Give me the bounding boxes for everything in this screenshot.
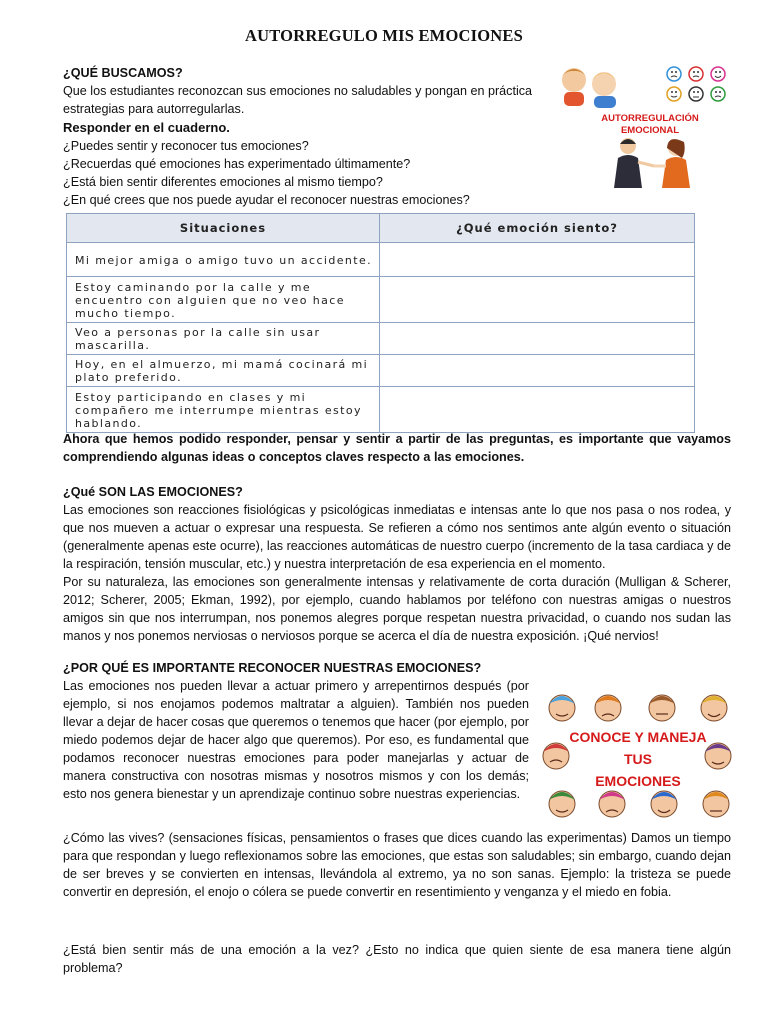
section2-paragraph: ¿Cómo las vives? (sensaciones físicas, pensamientos o frases que dices cuando las experimentas) Damos un tiempo para que respondan y luego reflexionamos sobre las emociones, que estas son saludables; sin embargo, cuando dejan de ser breves y se convierten en intensas, llevándola al extremo, ya no son sanas. Ejemplo: la tristeza se puede convertir en depresión, el enojo o cólera se puede convertir en resentimiento y venganza y el miedo en fobia. [63,831,731,899]
emotion-answer-cell[interactable] [380,243,695,277]
emotion-answer-cell[interactable] [380,323,695,355]
section1-heading: ¿Qué SON LAS EMOCIONES? [63,485,243,499]
intro-purpose: Que los estudiantes reconozcan sus emociones no saludables y pongan en práctica estrategias para autorregularlas. [63,84,533,116]
table-row [67,277,695,323]
table-row [67,243,695,277]
intro-section [63,64,548,209]
poster-text-line2: TUS [624,751,652,767]
table-header-row [67,214,695,243]
emotions-poster-image [540,686,736,826]
section2-paragraph: ¿Está bien sentir más de una emoción a la vez? ¿Esto no indica que quien siente de esa manera tiene algún problema? [63,943,731,975]
section2-paragraph: Las emociones nos pueden llevar a actuar primero y arrepentirnos después (por ejemplo, si nos enojamos podemos maltratar a alguien). También nos pueden llevar a dejar de hacer cosas que queremos o tenemos que hacer (por ejemplo, por miedo podemos dejar de hacer algo que queremos). Por eso, es fundamental que podamos reconocer nuestras emociones para poder manejarlas y actuar de manera constructiva con nosotras mismas y nosotros mismos y con los demás; esto nos genera bienestar y un aprendizaje continuo sobre nuestras experiencias. [63,679,529,801]
table-row [67,387,695,433]
emotion-answer-cell[interactable] [380,277,695,323]
situation-cell: Hoy, en el almuerzo, mi mamá cocinará mi plato preferido. [67,355,380,387]
emoji-faces-grid [667,67,725,101]
section2-heading: ¿POR QUÉ ES IMPORTANTE RECONOCER NUESTRAS EMOCIONES? [63,661,482,675]
emotion-answer-cell[interactable] [380,355,695,387]
intro-question: ¿Recuerdas qué emociones has experimentado últimamente? [63,157,411,171]
after-table-paragraph: Ahora que hemos podido responder, pensar y sentir a partir de las preguntas, es importante que vayamos comprendiendo algunas ideas o conceptos claves respecto a las emociones. [63,432,731,464]
intro-heading: ¿QUÉ BUSCAMOS? [63,66,183,80]
situation-cell: Estoy participando en clases y mi compañero me interrumpe mientras estoy hablando. [67,387,380,433]
adults-talking-image [614,138,690,188]
situation-cell: Mi mejor amiga o amigo tuvo un accidente. [67,243,380,277]
emotion-answer-cell[interactable] [380,387,695,433]
section1-paragraph: Las emociones son reacciones fisiológicas y psicológicas inmediatas e intensas ante lo que nos pasa o nos rodea, y que nos mueven a actuar o expresar una respuesta. Se refieren a cómo nos sentimos ante algún evento o situación (generalmente apenas este ocurre), las reacciones automáticas de nuestro cuerpo (incremento de la tasa cardiaca y de la respiración, tensión muscular, etc.) y nuestra interpretación de esa experiencia en el momento. [63,503,731,571]
situations-table [66,213,695,433]
situation-cell: Estoy caminando por la calle y me encuentro con alguien que no veo hace mucho tiempo. [67,277,380,323]
intro-question: ¿En qué crees que nos puede ayudar el reconocer nuestras emociones? [63,193,470,207]
page-title: AUTORREGULO MIS EMOCIONES [245,26,523,45]
kids-image [562,68,616,108]
table-header-emotion: ¿Qué emoción siento? [380,214,695,243]
poster-text-line1: CONOCE Y MANEJA [569,729,707,745]
section-what-are-emotions [63,483,731,645]
illustration-label-line1: AUTORREGULACIÓN [601,113,699,124]
intro-question: ¿Está bien sentir diferentes emociones al mismo tiempo? [63,175,383,189]
intro-instruction: Responder en el cuaderno. [63,120,230,135]
self-regulation-illustration [556,62,734,190]
table-row [67,355,695,387]
section1-paragraph: Por su naturaleza, las emociones son generalmente intensas y relativamente de corta duración (Mulligan & Scherer, 2012; Scherer, 2005; Ekman, 1992), por ejemplo, cuando hablamos por teléfono con nuestras amigas o nuestros amigos sin que nos interrumpan, nos ponemos alegres porque respetan nuestra privacidad, o cuando nos sudan las manos y nos ponemos nerviosas o nerviosos porque se acerca el día de nuestra exposición. ¡Qué nervios! [63,575,731,643]
situation-cell: Veo a personas por la calle sin usar mascarilla. [67,323,380,355]
table-row [67,323,695,355]
intro-question: ¿Puedes sentir y reconocer tus emociones? [63,139,309,153]
poster-text-line3: EMOCIONES [595,773,681,789]
illustration-label-line2: EMOCIONAL [620,125,680,136]
table-header-situations: Situaciones [67,214,380,243]
